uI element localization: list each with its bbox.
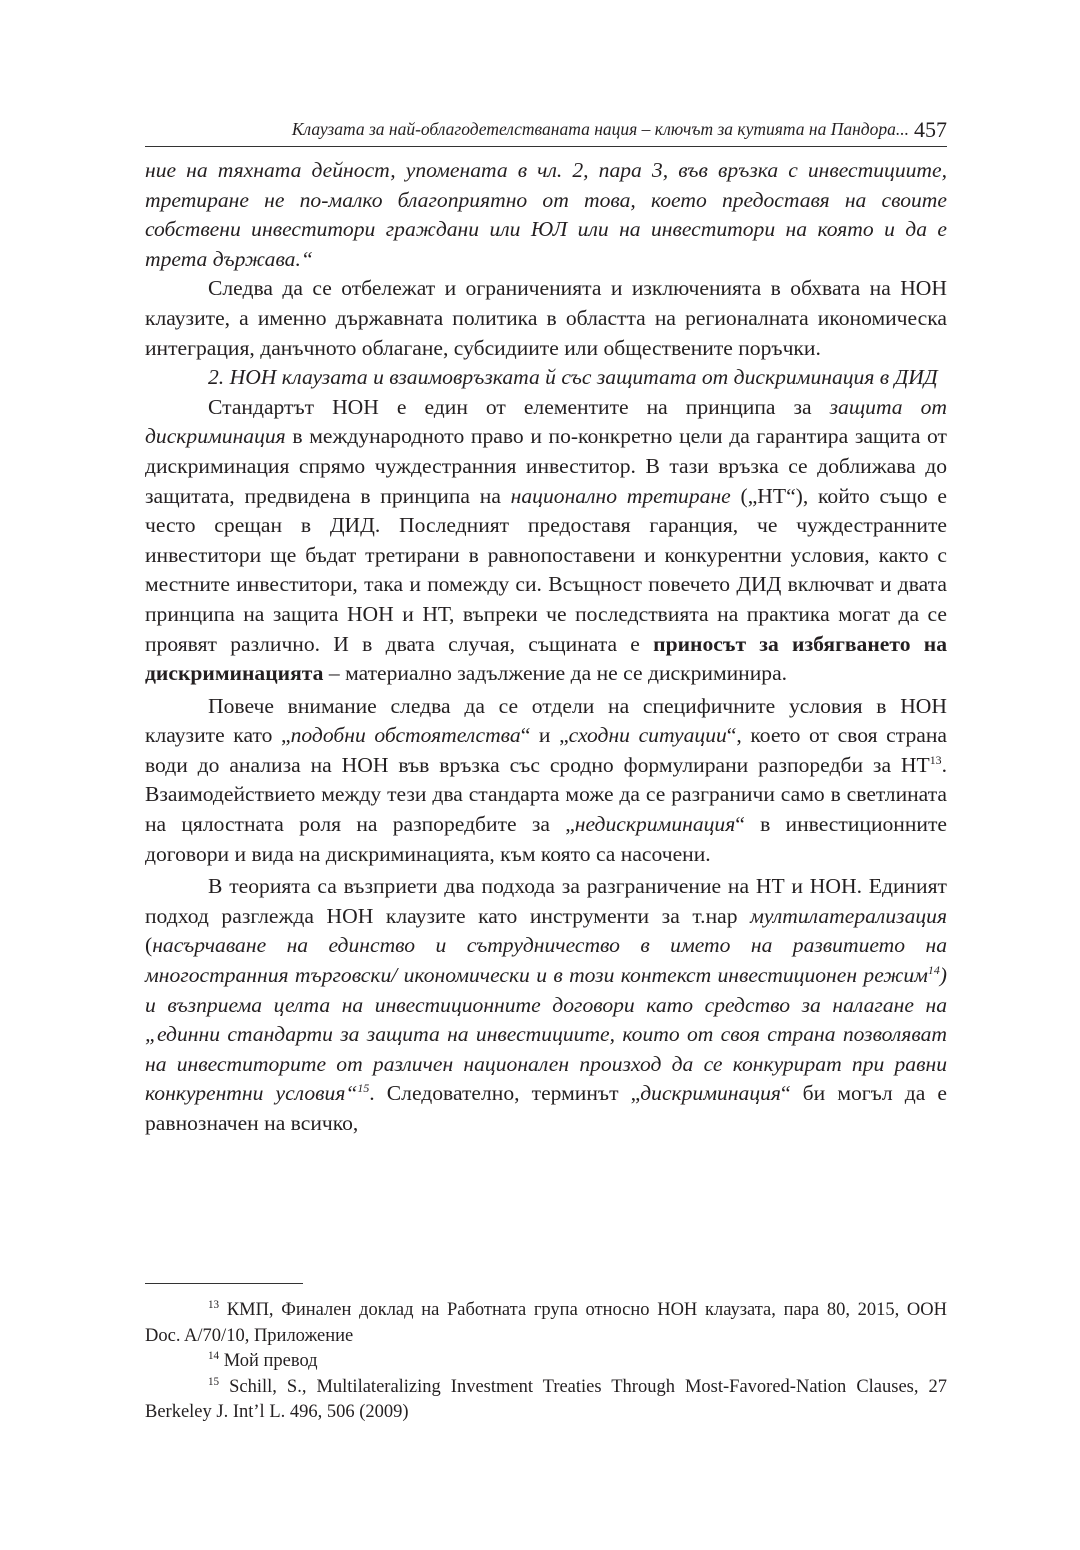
text-run: Стандартът НОН е един от елементите на принципа за bbox=[208, 394, 830, 419]
italic-run: недискриминация bbox=[574, 812, 736, 837]
footnote-ref[interactable]: 13 bbox=[929, 752, 942, 767]
paragraph-quote-continuation bbox=[145, 156, 947, 274]
text-run: В теорията са възприети два подхода за разграничение на НТ и НОН. Единият подход разглежда НОН клаузите като инструменти за т.нар bbox=[145, 874, 947, 928]
running-title: Клаузата за най-облагодетелстваната нация – ключът за кутията на Пандора... bbox=[291, 119, 909, 139]
footnote-text: Мой превод bbox=[223, 1351, 318, 1371]
footnote-13 bbox=[145, 1298, 947, 1349]
footnote-separator bbox=[145, 1283, 303, 1284]
italic-run: защита от дискриминация bbox=[145, 394, 947, 449]
paragraph-standard bbox=[145, 393, 947, 689]
italic-run: подобни обстоятелства bbox=[290, 723, 521, 748]
italic-run: сходни ситуации bbox=[568, 723, 727, 748]
text-run: “ в инвестиционните договори и вида на дискриминацията, към която са насочени. bbox=[145, 812, 947, 866]
running-header bbox=[145, 116, 947, 147]
footnote-ref[interactable]: 15 bbox=[357, 1081, 370, 1096]
section-heading bbox=[145, 363, 947, 393]
text-run: . Взаимодействието между тези два стандарта може да се разграничи само в светлината на цялостната роля на разпоредбите за „ bbox=[145, 752, 947, 837]
footnote-text: Schill, S., Multilateralizing Investment Treaties Through Most-Favored-Nation Clauses, 27 Berkeley J. Int’l L. 496, 506 (2009) bbox=[145, 1376, 947, 1422]
text-run: в международното право и по-конкретно цели да гарантира защита от дискриминация спрямо чуждестранния инвеститор. В тази връзка се доближава до защитата, предвидена в принципа на bbox=[145, 424, 947, 508]
text-run: “ и „ bbox=[520, 723, 569, 748]
page-number: 457 bbox=[914, 117, 947, 142]
text-run: “, което от своя страна води до анализа на НОН във връзка със сродно формулирани разпоредби за НТ bbox=[145, 723, 947, 777]
bold-run: приносът за избягването на дискриминацията bbox=[145, 631, 947, 686]
footnote-14 bbox=[145, 1349, 947, 1375]
text-run: – материално задължение да не се дискриминира. bbox=[323, 661, 788, 686]
text-run: („НТ“), който също е често срещан в ДИД. Последният предоставя гаранция, че чуждестранните инвеститори ще бъдат третирани в равнопоставени и конкурентни условия, както с местните инвеститори, така и помежду си. Всъщност повечето ДИД включват и двата принципа на защита НОН и НТ, въпреки че последствията на практика могат да се проявят различно. И в двата случая, същината е bbox=[145, 483, 947, 656]
italic-run: ) и възприема целта на инвестиционните договори като средство за налагане на „единни стандарти за защита на инвестициите, които от своя страна позволяват на инвеститорите от различен национален произход да се конкурират при равни конкурентни условия“ bbox=[145, 963, 947, 1106]
quote-text: ние на тяхната дейност, упомената в чл. 2, пара 3, във връзка с инвестициите, третиране не по-малко благоприятно от това, което предоставя на своите собствени инвеститори граждани или ЮЛ или на инвеститори на която и да е трета държава.“ bbox=[145, 158, 947, 271]
footnote-number: 13 bbox=[208, 1298, 220, 1311]
footnote-text: КМП, Финален доклад на Работната група относно НОН клаузата, пара 80, 2015, ООН Doc. A/70/10, Приложение bbox=[145, 1300, 948, 1346]
main-text bbox=[145, 156, 947, 1139]
text-run: Повече внимание следва да се отдели на специфичните условия в НОН клаузите като „ bbox=[145, 693, 947, 748]
paragraph-exceptions bbox=[145, 274, 947, 363]
footnote-number: 14 bbox=[208, 1349, 220, 1362]
footnotes bbox=[145, 1298, 947, 1426]
footnote-ref[interactable]: 14 bbox=[927, 962, 940, 977]
italic-run: национално третиране bbox=[510, 483, 731, 508]
italic-run: насърчаване на единство и сътрудничество в името на развитието на многостранния търговски/ икономически и в този контекст инвестиционен режим bbox=[145, 933, 947, 988]
text-run: . Следователно, терминът „ bbox=[369, 1081, 641, 1106]
section-heading-text: 2. НОН клаузата и взаимовръзката й със защитата от дискриминация в ДИД bbox=[208, 365, 938, 390]
footnote-15 bbox=[145, 1375, 947, 1426]
italic-run: дискриминация bbox=[640, 1081, 781, 1106]
paragraph-text: Следва да се отбележат и ограниченията и изключенията в обхвата на НОН клаузите, а именно държавната политика в областта на регионалната икономическа интеграция, данъчното облагане, субсидиите или обществените поръчки. bbox=[145, 276, 947, 360]
paragraph-conditions bbox=[145, 692, 947, 870]
paragraph-approaches bbox=[145, 872, 947, 1138]
footnote-number: 15 bbox=[208, 1375, 220, 1388]
text-run: “ би могъл да е равнозначен на всичко, bbox=[145, 1081, 947, 1135]
italic-run: мултилатерализация bbox=[750, 903, 947, 928]
text-run: ( bbox=[145, 933, 153, 958]
